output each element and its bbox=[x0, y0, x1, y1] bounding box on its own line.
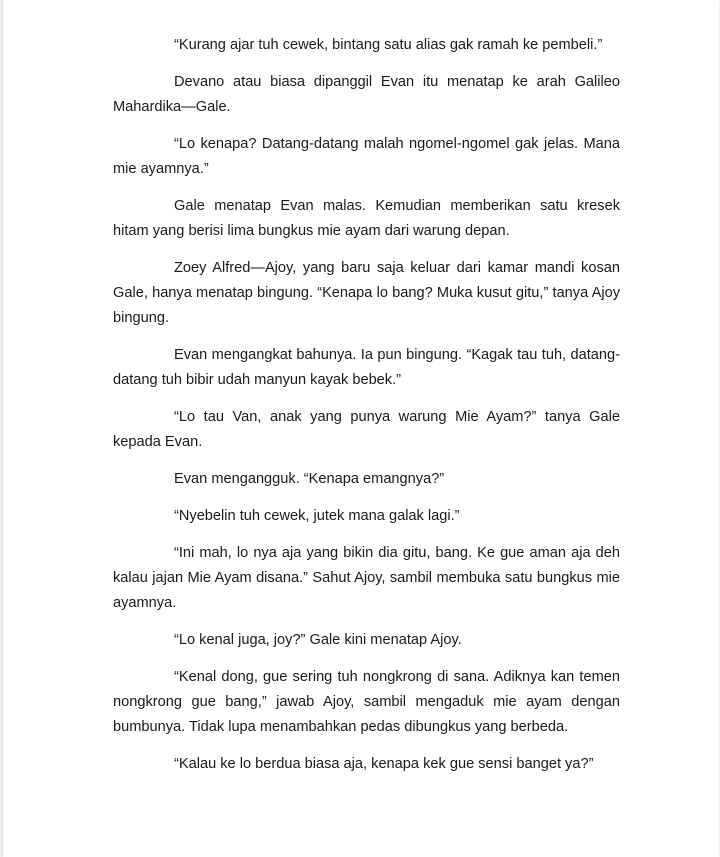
paragraph: “Lo tau Van, anak yang punya warung Mie Ayam?” tanya Gale kepada Evan. bbox=[113, 409, 620, 450]
paragraph: “Kurang ajar tuh cewek, bintang satu alias gak ramah ke pembeli.” bbox=[174, 37, 603, 53]
paragraph: Zoey Alfred—Ajoy, yang baru saja keluar dari kamar mandi kosan Gale, hanya menatap bingung. “Kenapa lo bang? Muka kusut gitu,” tanya Ajoy bingung. bbox=[113, 260, 620, 326]
paragraph: “Kalau ke lo berdua biasa aja, kenapa kek gue sensi banget ya?” bbox=[174, 756, 594, 772]
paragraph: Evan mengangkat bahunya. Ia pun bingung. “Kagak tau tuh, datang-datang tuh bibir udah manyun kayak bebek.” bbox=[113, 347, 620, 388]
paragraph: “Nyebelin tuh cewek, jutek mana galak lagi.” bbox=[174, 508, 460, 524]
paragraph: “Kenal dong, gue sering tuh nongkrong di sana. Adiknya kan temen nongkrong gue bang,” jawab Ajoy, sambil mengaduk mie ayam dengan bumbunya. Tidak lupa menambahkan pedas dibungkus yang berbeda. bbox=[113, 669, 620, 735]
paragraph: Devano atau biasa dipanggil Evan itu menatap ke arah Galileo Mahardika—Gale. bbox=[113, 74, 620, 115]
paragraph: Evan mengangguk. “Kenapa emangnya?” bbox=[174, 471, 445, 487]
paragraph: Gale menatap Evan malas. Kemudian memberikan satu kresek hitam yang berisi lima bungkus mie ayam dari warung depan. bbox=[113, 198, 620, 239]
paragraph: “Ini mah, lo nya aja yang bikin dia gitu, bang. Ke gue aman aja deh kalau jajan Mie Ayam disana.” Sahut Ajoy, sambil membuka satu bungkus mie ayamnya. bbox=[113, 545, 620, 611]
document-body bbox=[113, 33, 620, 789]
paragraph: “Lo kenal juga, joy?” Gale kini menatap Ajoy. bbox=[174, 632, 462, 648]
document-page bbox=[3, 0, 719, 857]
paragraph: “Lo kenapa? Datang-datang malah ngomel-ngomel gak jelas. Mana mie ayamnya.” bbox=[113, 136, 620, 177]
